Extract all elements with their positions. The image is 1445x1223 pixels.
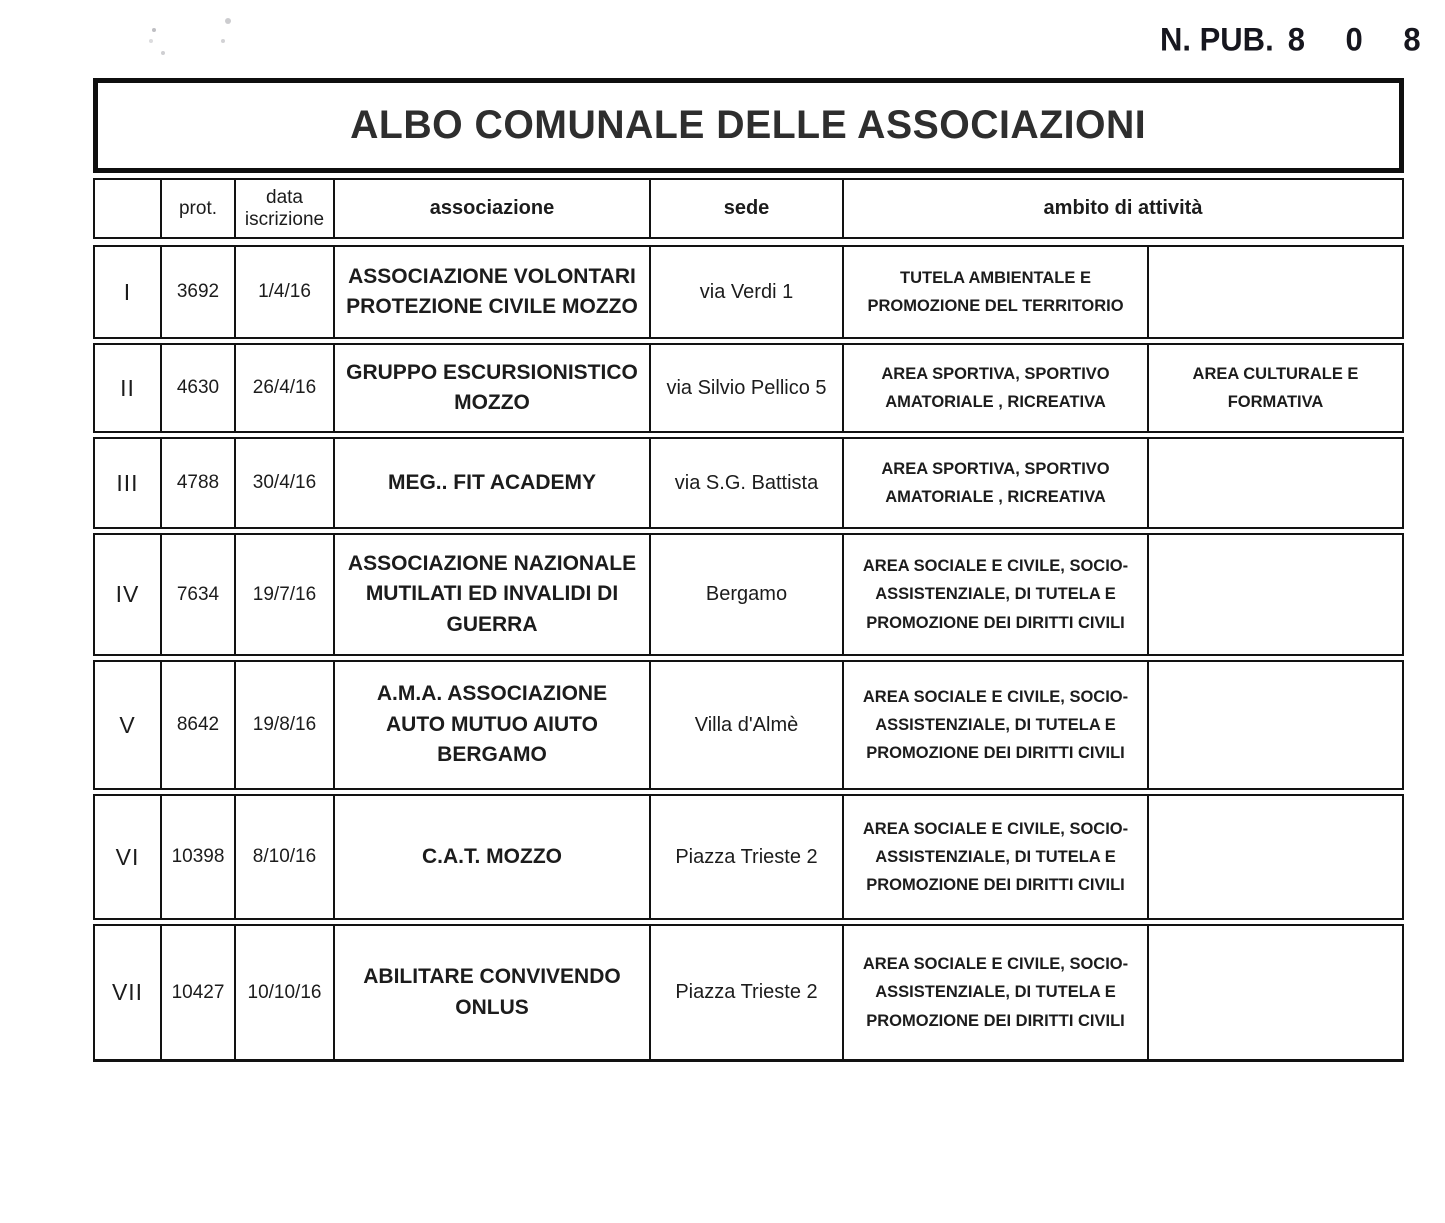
cell-prot: 3692: [162, 247, 236, 337]
cell-prot: 4788: [162, 439, 236, 527]
table-row: [93, 660, 1404, 790]
cell-associazione: MEG.. FIT ACADEMY: [335, 439, 651, 527]
table-row: [93, 533, 1404, 656]
cell-sede: via Verdi 1: [651, 247, 844, 337]
table-bottom-rule: [93, 1059, 1404, 1062]
cell-data-iscrizione: 19/8/16: [236, 662, 335, 788]
cell-prot: 10427: [162, 926, 236, 1059]
cell-index: VII: [95, 926, 162, 1059]
cell-ambito-2: [1149, 926, 1402, 1059]
cell-data-iscrizione: 1/4/16: [236, 247, 335, 337]
cell-associazione: C.A.T. MOZZO: [335, 796, 651, 918]
pencil-smudge-mark: [152, 28, 156, 32]
cell-ambito-1: AREA SOCIALE E CIVILE, SOCIO-ASSISTENZIALE, DI TUTELA E PROMOZIONE DEI DIRITTI CIVILI: [844, 796, 1149, 918]
table-row: [93, 794, 1404, 920]
cell-prot: 8642: [162, 662, 236, 788]
cell-index: V: [95, 662, 162, 788]
table-row: [93, 245, 1404, 339]
cell-ambito-2: [1149, 439, 1402, 527]
header-associazione: associazione: [335, 180, 651, 237]
cell-prot: 4630: [162, 345, 236, 431]
cell-associazione: ASSOCIAZIONE VOLONTARI PROTEZIONE CIVILE MOZZO: [335, 247, 651, 337]
table-row: [93, 343, 1404, 433]
cell-sede: Piazza Trieste 2: [651, 926, 844, 1059]
document-title-box: [93, 78, 1404, 173]
cell-sede: Bergamo: [651, 535, 844, 654]
header-prot: prot.: [162, 180, 236, 237]
cell-ambito-1: TUTELA AMBIENTALE E PROMOZIONE DEL TERRITORIO: [844, 247, 1149, 337]
header-sede: sede: [651, 180, 844, 237]
cell-ambito-2: AREA CULTURALE E FORMATIVA: [1192, 364, 1359, 411]
cell-sede: via S.G. Battista: [651, 439, 844, 527]
register-document: [93, 78, 1404, 1062]
cell-associazione: A.M.A. ASSOCIAZIONE AUTO MUTUO AIUTO BERGAMO: [335, 662, 651, 788]
cell-index: II: [95, 345, 162, 431]
table-header-row: [93, 178, 1404, 239]
cell-associazione: ASSOCIAZIONE NAZIONALE MUTILATI ED INVALIDI DI GUERRA: [335, 535, 651, 654]
publication-number-stamp: [1160, 21, 1437, 59]
stamp-number: 8 0 8: [1287, 20, 1437, 59]
cell-data-iscrizione: 10/10/16: [236, 926, 335, 1059]
table-row: [93, 924, 1404, 1061]
cell-associazione: GRUPPO ESCURSIONISTICO MOZZO: [335, 345, 651, 431]
cell-prot: 10398: [162, 796, 236, 918]
cell-index: IV: [95, 535, 162, 654]
header-ambito: ambito di attività: [1043, 197, 1203, 219]
cell-ambito-1: AREA SOCIALE E CIVILE, SOCIO-ASSISTENZIALE, DI TUTELA E PROMOZIONE DEI DIRITTI CIVILI: [844, 535, 1149, 654]
cell-data-iscrizione: 26/4/16: [236, 345, 335, 431]
cell-ambito-2: [1149, 662, 1402, 788]
cell-index: III: [95, 439, 162, 527]
cell-data-iscrizione: 19/7/16: [236, 535, 335, 654]
cell-ambito-2: [1149, 796, 1402, 918]
stamp-label: N. PUB.: [1160, 20, 1274, 59]
cell-ambito-1: AREA SOCIALE E CIVILE, SOCIO-ASSISTENZIALE, DI TUTELA E PROMOZIONE DEI DIRITTI CIVILI: [844, 926, 1149, 1059]
cell-index: I: [95, 247, 162, 337]
table-row: [93, 437, 1404, 529]
header-index: [95, 180, 162, 237]
header-data-iscrizione: data iscrizione: [236, 180, 335, 237]
cell-prot: 7634: [162, 535, 236, 654]
cell-index: VI: [95, 796, 162, 918]
cell-ambito-2: [1149, 247, 1402, 337]
cell-data-iscrizione: 30/4/16: [236, 439, 335, 527]
cell-sede: via Silvio Pellico 5: [651, 345, 844, 431]
cell-associazione: ABILITARE CONVIVENDO ONLUS: [335, 926, 651, 1059]
cell-sede: Villa d'Almè: [651, 662, 844, 788]
cell-ambito-1: AREA SOCIALE E CIVILE, SOCIO-ASSISTENZIALE, DI TUTELA E PROMOZIONE DEI DIRITTI CIVILI: [844, 662, 1149, 788]
cell-ambito-1: AREA SPORTIVA, SPORTIVO AMATORIALE , RICREATIVA: [844, 439, 1149, 527]
cell-ambito-2: [1149, 535, 1402, 654]
cell-ambito-1: AREA SPORTIVA, SPORTIVO AMATORIALE , RICREATIVA: [844, 345, 1149, 431]
cell-sede: Piazza Trieste 2: [651, 796, 844, 918]
cell-data-iscrizione: 8/10/16: [236, 796, 335, 918]
document-title: ALBO COMUNALE DELLE ASSOCIAZIONI: [350, 103, 1147, 147]
